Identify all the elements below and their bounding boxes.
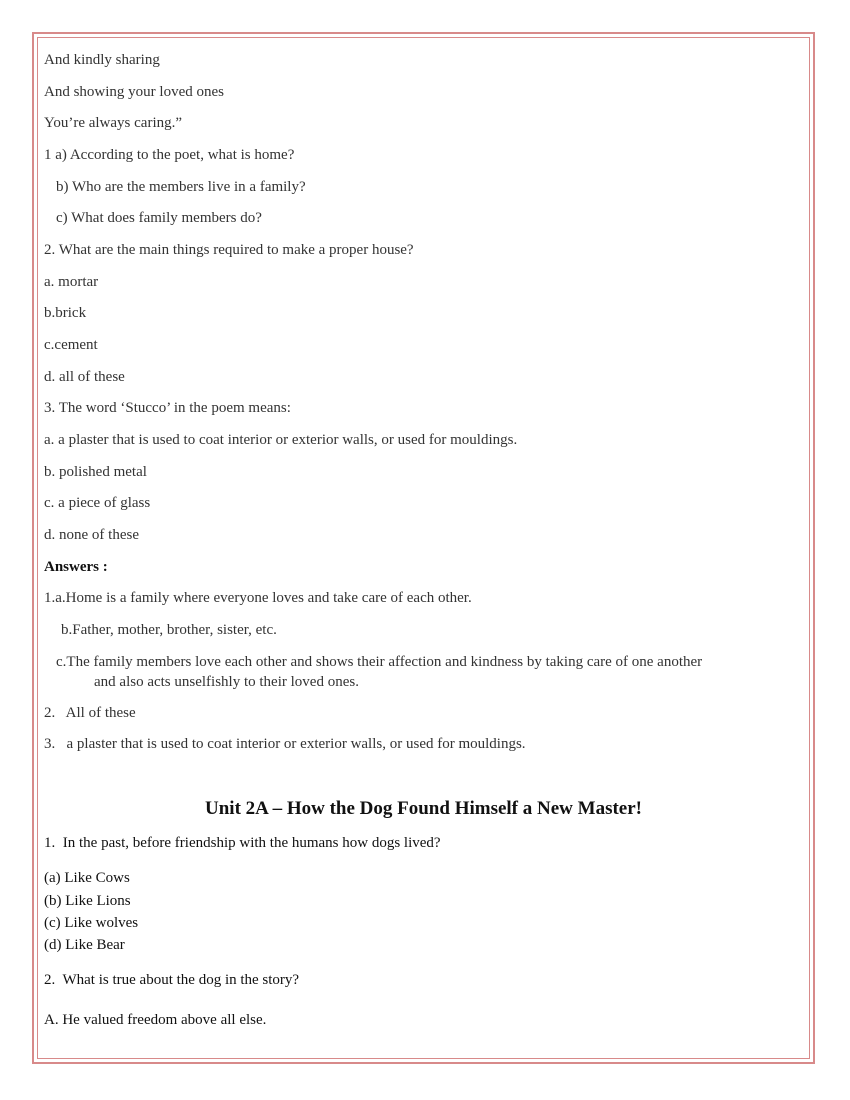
answers-heading: Answers :: [44, 559, 108, 575]
option-item: (a) Like Cows: [44, 870, 130, 886]
poem-line: And kindly sharing: [44, 52, 160, 68]
option-item: A. He valued freedom above all else.: [44, 1012, 267, 1028]
answer-1b: b.Father, mother, brother, sister, etc.: [61, 622, 277, 638]
unit-question-1: 1. In the past, before friendship with the humans how dogs lived?: [44, 835, 441, 851]
question-1b: b) Who are the members live in a family?: [56, 179, 306, 195]
answer-1c-line2: and also acts unselfishly to their loved ones.: [94, 674, 359, 690]
answer-1a: 1.a.Home is a family where everyone loves and take care of each other.: [44, 590, 472, 606]
answer-1c-line1: c.The family members love each other and shows their affection and kindness by taking care of one another: [56, 654, 703, 670]
option-item: c. a piece of glass: [44, 495, 151, 511]
answer-3: 3. a plaster that is used to coat interior or exterior walls, or used for mouldings.: [44, 736, 526, 752]
option-item: b.brick: [44, 305, 87, 321]
option-item: (b) Like Lions: [44, 893, 131, 909]
question-1c: c) What does family members do?: [56, 210, 262, 226]
option-item: c.cement: [44, 337, 98, 353]
unit-question-2: 2. What is true about the dog in the story?: [44, 972, 300, 988]
answer-1c: [56, 652, 791, 692]
option-item: a. mortar: [44, 274, 99, 290]
unit-title: Unit 2A – How the Dog Found Himself a New Master!: [205, 798, 642, 819]
option-item: b. polished metal: [44, 464, 147, 480]
option-item: (d) Like Bear: [44, 937, 125, 953]
poem-line: You’re always caring.”: [44, 115, 183, 131]
option-item: a. a plaster that is used to coat interior or exterior walls, or used for mouldings.: [44, 432, 518, 448]
poem-line: And showing your loved ones: [44, 84, 224, 100]
option-item: d. all of these: [44, 369, 125, 385]
question-3: 3. The word ‘Stucco’ in the poem means:: [44, 400, 291, 416]
answer-2: 2. All of these: [44, 705, 136, 721]
question-1a: 1 a) According to the poet, what is home?: [44, 147, 295, 163]
question-2: 2. What are the main things required to make a proper house?: [44, 242, 414, 258]
option-item: (c) Like wolves: [44, 915, 139, 931]
option-item: d. none of these: [44, 527, 139, 543]
